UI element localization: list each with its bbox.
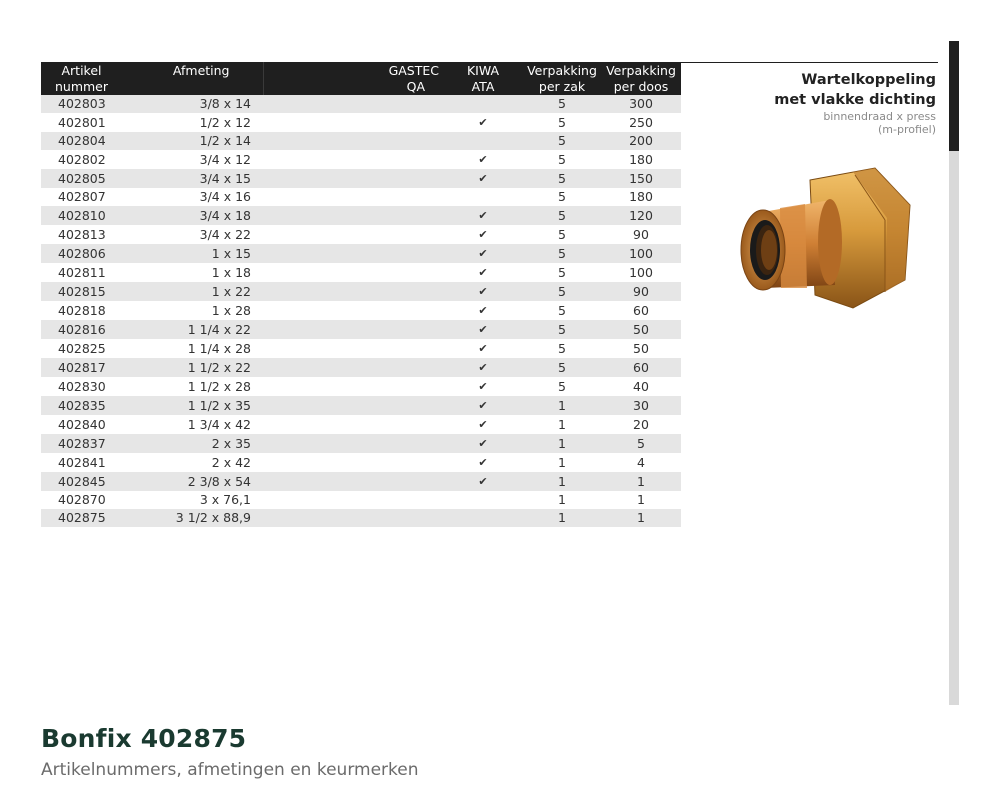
- kiwa-cell: [443, 150, 523, 169]
- gastec-cell: [263, 377, 443, 396]
- verpakking-zak-cell: 1: [523, 434, 601, 453]
- gastec-cell: [263, 263, 443, 282]
- table-row: [41, 301, 681, 320]
- artikel-cell: 402815: [41, 282, 122, 301]
- afmeting-cell: 1 3/4 x 42: [187, 416, 251, 432]
- verpakking-zak-cell: 5: [523, 95, 601, 113]
- kiwa-cell: [443, 453, 523, 472]
- verpakking-doos-cell: 100: [629, 264, 653, 280]
- verpakking-zak-cell: 1: [558, 492, 566, 507]
- header-afmeting: Afmeting: [122, 62, 263, 95]
- afmeting-cell: 1 1/4 x 22: [122, 320, 263, 339]
- verpakking-zak-cell: 5: [558, 264, 566, 280]
- kiwa-cell: [443, 132, 523, 150]
- gastec-cell: [263, 415, 443, 434]
- table-header-row: [41, 62, 681, 95]
- verpakking-doos-cell: 5: [601, 434, 681, 453]
- kiwa-cell: [443, 434, 523, 453]
- verpakking-doos-cell: 60: [633, 302, 649, 318]
- checkmark-icon: ✔: [478, 153, 488, 166]
- gastec-cell: [263, 282, 443, 301]
- verpakking-doos-cell: 180: [629, 189, 653, 204]
- verpakking-zak-cell: 5: [558, 378, 566, 394]
- table-row: [41, 282, 681, 301]
- table-row: [41, 95, 681, 113]
- verpakking-zak-cell: 5: [558, 189, 566, 204]
- table-row: [41, 320, 681, 339]
- afmeting-cell: 1/2 x 14: [122, 132, 263, 150]
- scrollbar-thumb[interactable]: [949, 41, 959, 151]
- afmeting-cell: 3/4 x 18: [122, 206, 263, 225]
- table-row: [41, 225, 681, 244]
- artikel-cell: 402816: [41, 320, 122, 339]
- gastec-cell: [263, 150, 443, 169]
- gastec-cell: [263, 301, 443, 320]
- verpakking-doos-cell: 200: [601, 132, 681, 150]
- product-title-block: [676, 70, 936, 136]
- checkmark-icon: ✔: [478, 247, 488, 260]
- kiwa-cell: [443, 472, 523, 491]
- kiwa-cell: [443, 301, 523, 320]
- afmeting-cell: 1/2 x 12: [199, 114, 251, 130]
- kiwa-cell: [443, 225, 523, 244]
- table-row: [41, 263, 681, 282]
- kiwa-cell: [443, 320, 523, 339]
- verpakking-zak-cell: 1: [558, 454, 566, 470]
- gastec-cell: [263, 491, 443, 509]
- afmeting-cell: 1 1/2 x 22: [122, 358, 263, 377]
- verpakking-doos-cell: 1: [601, 472, 681, 491]
- header-artikel: Artikel nummer: [41, 62, 122, 95]
- checkmark-icon: ✔: [478, 456, 488, 469]
- afmeting-cell: 3/4 x 15: [122, 169, 263, 188]
- verpakking-doos-cell: 1: [637, 492, 645, 507]
- gastec-cell: [263, 206, 443, 225]
- table-row: [41, 415, 681, 434]
- artikel-cell: 402845: [41, 472, 122, 491]
- afmeting-cell: 3/4 x 22: [199, 226, 251, 242]
- verpakking-doos-cell: 60: [601, 358, 681, 377]
- afmeting-cell: 3 1/2 x 88,9: [122, 509, 263, 527]
- table-row: [41, 206, 681, 225]
- verpakking-zak-cell: 1: [523, 472, 601, 491]
- verpakking-zak-cell: 5: [523, 320, 601, 339]
- header-kiwa: KIWA ATA: [443, 62, 523, 95]
- checkmark-icon: ✔: [478, 209, 488, 222]
- checkmark-icon: ✔: [478, 323, 488, 336]
- gastec-cell: [263, 509, 443, 527]
- afmeting-cell: 1 x 18: [211, 264, 251, 280]
- verpakking-zak-cell: 1: [523, 396, 601, 415]
- table-row: [41, 169, 681, 188]
- artikel-cell: 402810: [41, 206, 122, 225]
- gastec-cell: [263, 132, 443, 150]
- tagline: Artikelnummers, afmetingen en keurmerken: [41, 760, 419, 780]
- verpakking-doos-cell: 150: [601, 169, 681, 188]
- artikel-cell: 402875: [41, 509, 122, 527]
- afmeting-cell: 1 x 15: [122, 244, 263, 263]
- kiwa-cell: [443, 95, 523, 113]
- checkmark-icon: ✔: [478, 266, 488, 279]
- product-subtitle-line2: (m-profiel): [877, 123, 936, 136]
- verpakking-doos-cell: 90: [601, 282, 681, 301]
- kiwa-cell: [443, 396, 523, 415]
- afmeting-cell: 3 x 76,1: [199, 492, 251, 507]
- verpakking-doos-cell: 4: [637, 454, 645, 470]
- artikel-cell: 402801: [58, 114, 106, 130]
- afmeting-cell: 2 x 42: [211, 454, 251, 470]
- afmeting-cell: 2 3/8 x 54: [122, 472, 263, 491]
- gastec-cell: [263, 339, 443, 358]
- product-subtitle-line1: binnendraad x press: [823, 110, 936, 123]
- header-verpakking-zak: Verpakking per zak: [523, 62, 601, 95]
- verpakking-doos-cell: 40: [633, 378, 649, 394]
- gastec-cell: [263, 472, 443, 491]
- artikel-cell: 402870: [58, 492, 106, 507]
- artikel-cell: 402841: [58, 454, 106, 470]
- kiwa-cell: [443, 415, 523, 434]
- gastec-cell: [263, 396, 443, 415]
- verpakking-zak-cell: 5: [523, 244, 601, 263]
- artikel-cell: 402835: [41, 396, 122, 415]
- verpakking-zak-cell: 1: [558, 416, 566, 432]
- artikel-cell: 402825: [58, 340, 106, 356]
- checkmark-icon: ✔: [478, 475, 488, 488]
- brass-fitting-illustration: [735, 160, 915, 320]
- table-row: [41, 491, 681, 509]
- header-gastec: GASTEC QA: [263, 62, 443, 95]
- gastec-cell: [263, 434, 443, 453]
- product-title-line1: Wartelkoppeling: [801, 72, 936, 88]
- verpakking-doos-cell: 50: [633, 340, 649, 356]
- table-row: [41, 509, 681, 527]
- brand-title: Bonfix 402875: [41, 724, 247, 753]
- kiwa-cell: [443, 377, 523, 396]
- gastec-cell: [263, 244, 443, 263]
- afmeting-cell: 1 1/2 x 35: [122, 396, 263, 415]
- afmeting-cell: 1 1/4 x 28: [187, 340, 251, 356]
- table-row: [41, 396, 681, 415]
- verpakking-doos-cell: 100: [601, 244, 681, 263]
- verpakking-zak-cell: 5: [558, 151, 566, 167]
- verpakking-doos-cell: 90: [633, 226, 649, 242]
- afmeting-cell: 1 x 28: [211, 302, 251, 318]
- checkmark-icon: ✔: [478, 285, 488, 298]
- checkmark-icon: ✔: [478, 437, 488, 450]
- artikel-cell: 402807: [58, 189, 106, 204]
- verpakking-zak-cell: 5: [523, 206, 601, 225]
- table-row: [41, 113, 681, 132]
- product-table: [41, 62, 681, 527]
- afmeting-cell: 1 1/2 x 28: [187, 378, 251, 394]
- checkmark-icon: ✔: [478, 361, 488, 374]
- gastec-cell: [263, 169, 443, 188]
- artikel-cell: 402811: [58, 264, 106, 280]
- verpakking-zak-cell: 5: [523, 132, 601, 150]
- checkmark-icon: ✔: [478, 304, 488, 317]
- gastec-cell: [263, 113, 443, 132]
- artikel-cell: 402813: [58, 226, 106, 242]
- verpakking-zak-cell: 1: [523, 509, 601, 527]
- checkmark-icon: ✔: [478, 418, 488, 431]
- kiwa-cell: [443, 282, 523, 301]
- kiwa-cell: [443, 491, 523, 509]
- verpakking-doos-cell: 250: [629, 114, 653, 130]
- afmeting-cell: 2 x 35: [122, 434, 263, 453]
- table-row: [41, 472, 681, 491]
- header-verpakking-doos: Verpakking per doos: [601, 62, 681, 95]
- kiwa-cell: [443, 113, 523, 132]
- checkmark-icon: ✔: [478, 342, 488, 355]
- table-row: [41, 244, 681, 263]
- table-row: [41, 188, 681, 206]
- kiwa-cell: [443, 169, 523, 188]
- checkmark-icon: ✔: [478, 399, 488, 412]
- afmeting-cell: 1 x 22: [122, 282, 263, 301]
- gastec-cell: [263, 453, 443, 472]
- kiwa-cell: [443, 244, 523, 263]
- table-row: [41, 132, 681, 150]
- verpakking-zak-cell: 5: [558, 340, 566, 356]
- kiwa-cell: [443, 206, 523, 225]
- table-row: [41, 377, 681, 396]
- verpakking-doos-cell: 20: [633, 416, 649, 432]
- checkmark-icon: ✔: [478, 380, 488, 393]
- table-row: [41, 453, 681, 472]
- header-divider: [681, 62, 938, 63]
- afmeting-cell: 3/4 x 16: [199, 189, 251, 204]
- gastec-cell: [263, 95, 443, 113]
- verpakking-zak-cell: 5: [523, 358, 601, 377]
- checkmark-icon: ✔: [478, 228, 488, 241]
- table-body: [41, 95, 681, 527]
- table-row: [41, 150, 681, 169]
- verpakking-zak-cell: 5: [558, 302, 566, 318]
- artikel-cell: 402804: [41, 132, 122, 150]
- artikel-cell: 402817: [41, 358, 122, 377]
- verpakking-zak-cell: 5: [523, 169, 601, 188]
- checkmark-icon: ✔: [478, 172, 488, 185]
- artikel-cell: 402803: [41, 95, 122, 113]
- verpakking-doos-cell: 50: [601, 320, 681, 339]
- kiwa-cell: [443, 263, 523, 282]
- table-row: [41, 339, 681, 358]
- artikel-cell: 402805: [41, 169, 122, 188]
- kiwa-cell: [443, 509, 523, 527]
- gastec-cell: [263, 358, 443, 377]
- kiwa-cell: [443, 339, 523, 358]
- artikel-cell: 402840: [58, 416, 106, 432]
- verpakking-zak-cell: 5: [558, 226, 566, 242]
- table-row: [41, 358, 681, 377]
- verpakking-zak-cell: 5: [558, 114, 566, 130]
- artikel-cell: 402802: [58, 151, 106, 167]
- artikel-cell: 402830: [58, 378, 106, 394]
- gastec-cell: [263, 320, 443, 339]
- checkmark-icon: ✔: [478, 116, 488, 129]
- artikel-cell: 402806: [41, 244, 122, 263]
- verpakking-zak-cell: 5: [523, 282, 601, 301]
- kiwa-cell: [443, 188, 523, 206]
- gastec-cell: [263, 188, 443, 206]
- product-title-line2: met vlakke dichting: [774, 92, 936, 108]
- verpakking-doos-cell: 120: [601, 206, 681, 225]
- kiwa-cell: [443, 358, 523, 377]
- table-row: [41, 434, 681, 453]
- afmeting-cell: 3/4 x 12: [199, 151, 251, 167]
- gastec-cell: [263, 225, 443, 244]
- verpakking-doos-cell: 30: [601, 396, 681, 415]
- verpakking-doos-cell: 1: [601, 509, 681, 527]
- verpakking-doos-cell: 300: [601, 95, 681, 113]
- artikel-cell: 402837: [41, 434, 122, 453]
- artikel-cell: 402818: [58, 302, 106, 318]
- verpakking-doos-cell: 180: [629, 151, 653, 167]
- afmeting-cell: 3/8 x 14: [122, 95, 263, 113]
